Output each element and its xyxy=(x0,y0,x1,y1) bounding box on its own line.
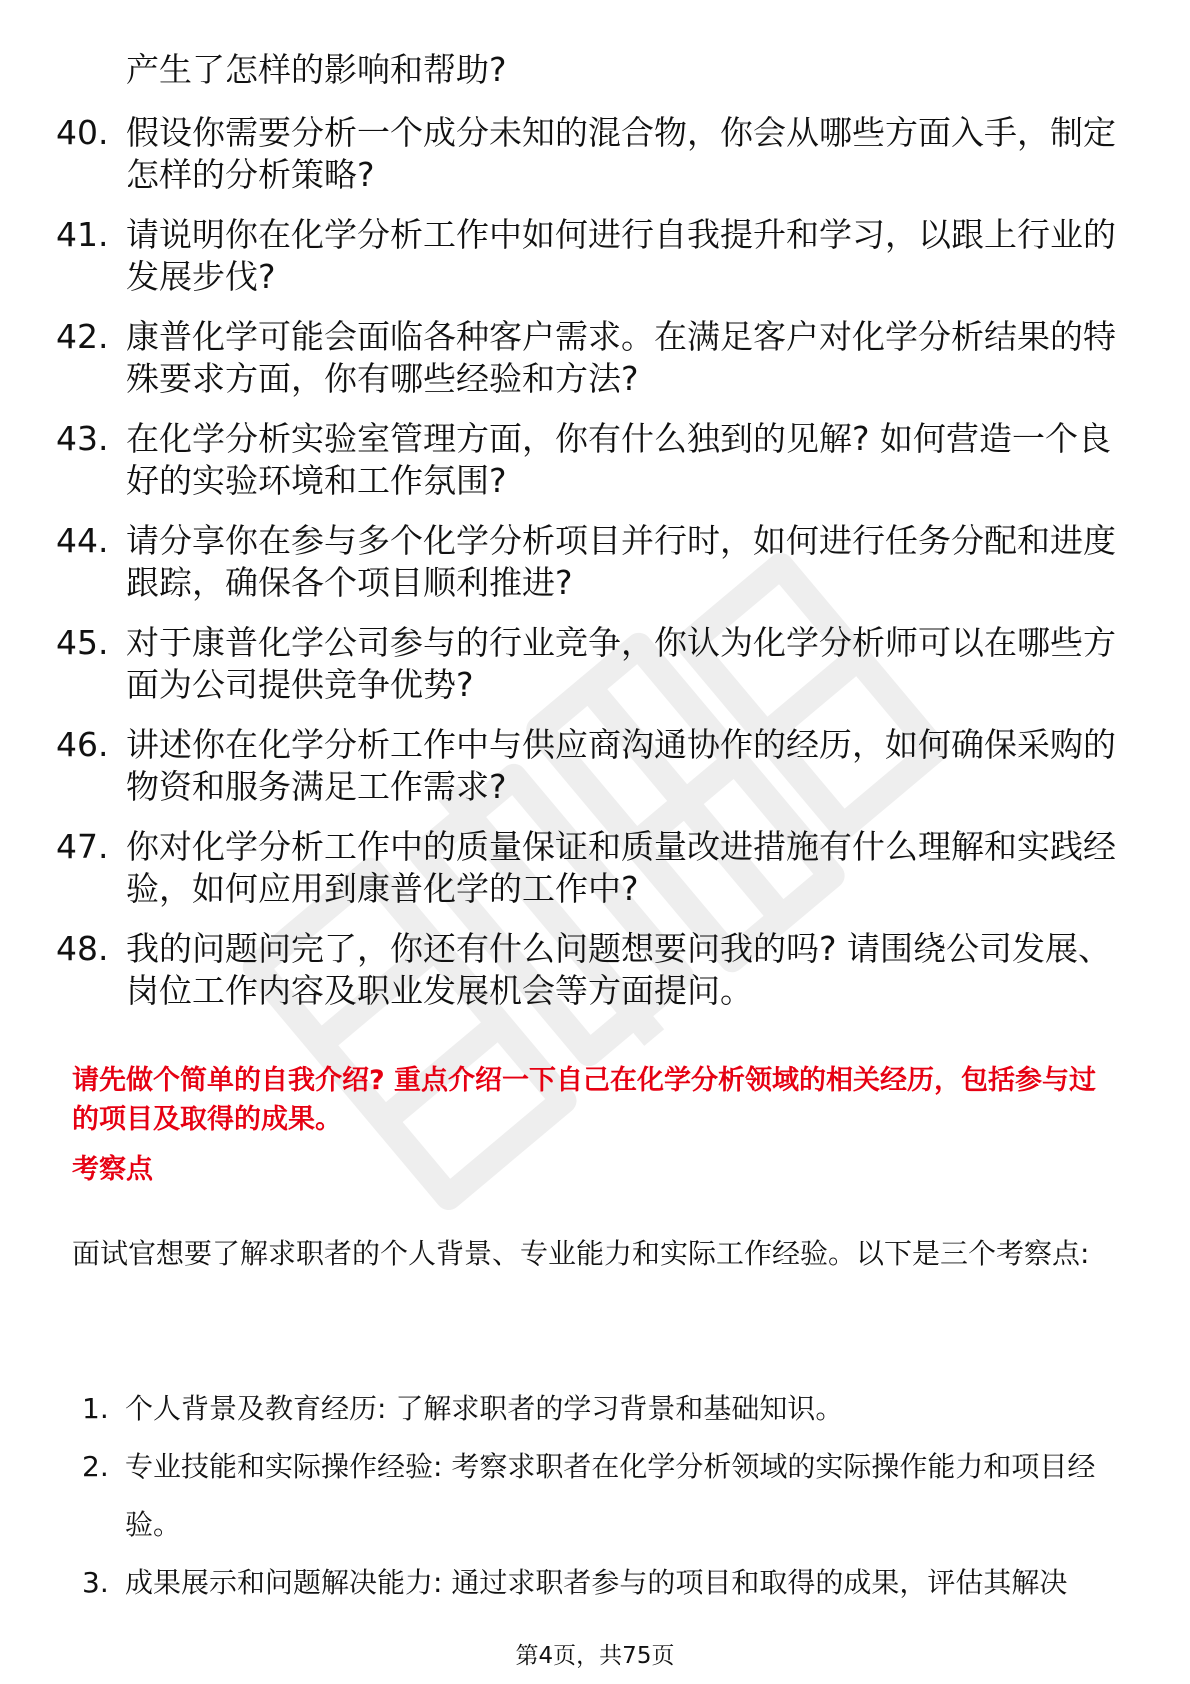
point-text: 专业技能和实际操作经验: 考察求职者在化学分析领域的实际操作能力和项目经验。 xyxy=(125,1450,1096,1541)
question-39-continuation: 产生了怎样的影响和帮助? xyxy=(126,50,507,89)
question-text: 在化学分析实验室管理方面，你有什么独到的见解? 如何营造一个良好的实验环境和工作氛围? xyxy=(126,419,1112,500)
question-number: 44. xyxy=(56,521,109,560)
question-item xyxy=(56,622,1116,706)
question-text: 康普化学可能会面临各种客户需求。在满足客户对化学分析结果的特殊要求方面，你有哪些经验和方法? xyxy=(126,317,1116,398)
point-text: 个人背景及教育经历: 了解求职者的学习背景和基础知识。 xyxy=(125,1392,844,1425)
question-item xyxy=(56,418,1116,502)
question-number: 43. xyxy=(56,419,109,458)
question-list xyxy=(56,112,1116,1030)
question-item xyxy=(56,928,1116,1012)
page-number-footer: 第4页，共75页 xyxy=(515,1643,675,1669)
question-text: 你对化学分析工作中的质量保证和质量改进措施有什么理解和实践经验，如何应用到康普化学的工作中? xyxy=(126,827,1116,908)
question-text: 请说明你在化学分析工作中如何进行自我提升和学习，以跟上行业的发展步伐? xyxy=(126,215,1116,296)
point-text: 成果展示和问题解决能力: 通过求职者参与的项目和取得的成果，评估其解决 xyxy=(125,1566,1068,1599)
question-item xyxy=(56,316,1116,400)
question-text: 对于康普化学公司参与的行业竞争，你认为化学分析师可以在哪些方面为公司提供竞争优势? xyxy=(126,623,1116,704)
assessment-point xyxy=(82,1438,1122,1554)
question-text: 我的问题问完了，你还有什么问题想要问我的吗? 请围绕公司发展、岗位工作内容及职业发展机会等方面提问。 xyxy=(126,929,1112,1010)
question-item xyxy=(56,826,1116,910)
assessment-points-list xyxy=(82,1380,1122,1612)
assessment-point xyxy=(82,1380,1122,1438)
question-number: 42. xyxy=(56,317,109,356)
question-item xyxy=(56,214,1116,298)
question-text: 请分享你在参与多个化学分析项目并行时，如何进行任务分配和进度跟踪，确保各个项目顺利推进? xyxy=(126,521,1116,602)
question-item xyxy=(56,520,1116,604)
question-number: 41. xyxy=(56,215,109,254)
point-number: 1. xyxy=(82,1392,109,1425)
section-title: 考察点 xyxy=(72,1154,153,1185)
point-number: 3. xyxy=(82,1566,109,1599)
question-text: 讲述你在化学分析工作中与供应商沟通协作的经历，如何确保采购的物资和服务满足工作需求? xyxy=(126,725,1116,806)
question-item xyxy=(56,724,1116,808)
question-text: 假设你需要分析一个成分未知的混合物，你会从哪些方面入手，制定怎样的分析策略? xyxy=(126,113,1116,194)
question-number: 40. xyxy=(56,113,109,152)
intro-paragraph: 面试官想要了解求职者的个人背景、专业能力和实际工作经验。以下是三个考察点: xyxy=(72,1237,1090,1270)
highlight-question: 请先做个简单的自我介绍? 重点介绍一下自己在化学分析领域的相关经历，包括参与过的项目及取得的成果。 xyxy=(72,1065,1097,1135)
question-number: 48. xyxy=(56,929,109,968)
question-number: 47. xyxy=(56,827,109,866)
point-number: 2. xyxy=(82,1450,109,1483)
question-number: 46. xyxy=(56,725,109,764)
assessment-point xyxy=(82,1554,1122,1612)
question-item xyxy=(56,112,1116,196)
question-number: 45. xyxy=(56,623,109,662)
